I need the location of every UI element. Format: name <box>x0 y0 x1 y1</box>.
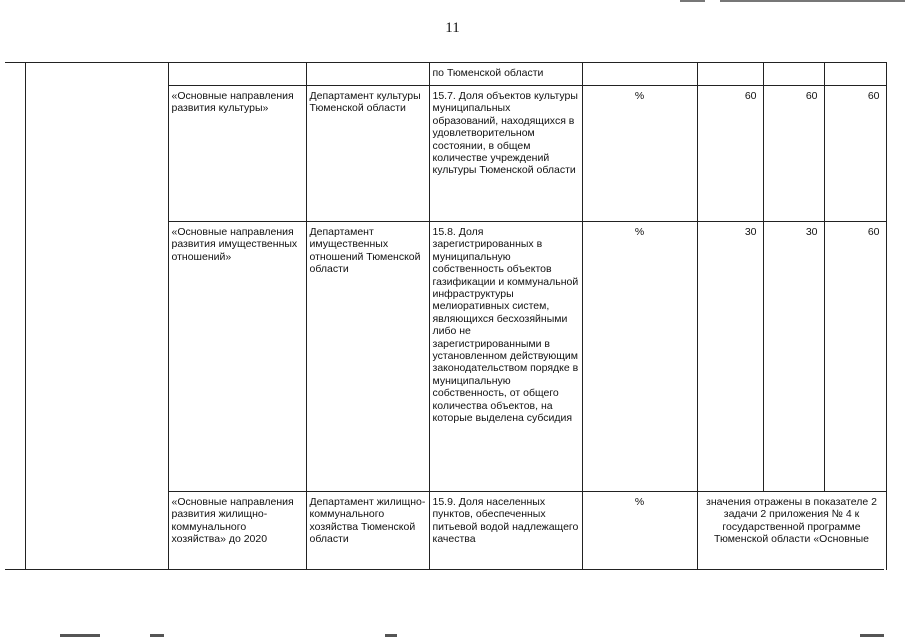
value-cell: 60 <box>824 222 886 492</box>
scan-bottom-mark <box>60 634 100 637</box>
department-cell: Департамент имущественных отношений Тюменской области <box>306 222 429 492</box>
value-cell <box>824 63 886 86</box>
value-cell: 30 <box>697 222 763 492</box>
department-cell <box>306 63 429 86</box>
value-cell: 60 <box>763 86 824 222</box>
indicators-table <box>5 62 887 570</box>
scan-top-rule <box>720 0 905 2</box>
goal-cell <box>25 63 168 570</box>
program-cell: «Основные направления развития культуры» <box>168 86 306 222</box>
indicator-cell: 15.7. Доля объектов культуры муниципальных образований, находящихся в удовлетворительном состоянии, в общем количестве учреждений культуры Тюменской области <box>429 86 582 222</box>
page-number: 11 <box>445 20 460 36</box>
value-cell <box>697 63 763 86</box>
department-cell: Департамент культуры Тюменской области <box>306 86 429 222</box>
scan-bottom-mark <box>385 634 397 637</box>
value-cell: 60 <box>824 86 886 222</box>
program-cell: «Основные направления развития имущественных отношений» <box>168 222 306 492</box>
department-cell: Департамент жилищно-коммунального хозяйства Тюменской области <box>306 492 429 570</box>
value-cell <box>763 63 824 86</box>
scan-top-rule <box>680 0 705 2</box>
program-cell <box>168 63 306 86</box>
value-cell: 60 <box>697 86 763 222</box>
program-cell: «Основные направления развития жилищно-коммунального хозяйства» до 2020 <box>168 492 306 570</box>
indicator-cell: по Тюменской области <box>429 63 582 86</box>
indicator-cell: 15.9. Доля населенных пунктов, обеспеченных питьевой водой надлежащего качества <box>429 492 582 570</box>
table-row <box>5 63 886 86</box>
unit-cell: % <box>582 86 697 222</box>
merged-values-note: значения отражены в показателе 2 задачи 2 приложения № 4 к государственной программе Тюменской области «Основные <box>697 492 886 570</box>
scan-bottom-mark <box>860 634 884 637</box>
unit-cell <box>582 63 697 86</box>
row-number-cell <box>5 63 25 570</box>
scan-bottom-mark <box>150 634 164 637</box>
unit-cell: % <box>582 492 697 570</box>
value-cell: 30 <box>763 222 824 492</box>
table-bottom-rule <box>5 569 884 570</box>
unit-cell: % <box>582 222 697 492</box>
indicator-cell: 15.8. Доля зарегистрированных в муниципальную собственность объектов газификации и коммунальной инфраструктуры мелиоративных систем, являющихся бесхозяйными либо не зарегистрированными в установленном действующим законодательством порядке в муниципальную собственность, от общего количества объектов, на которые выделена субсидия <box>429 222 582 492</box>
